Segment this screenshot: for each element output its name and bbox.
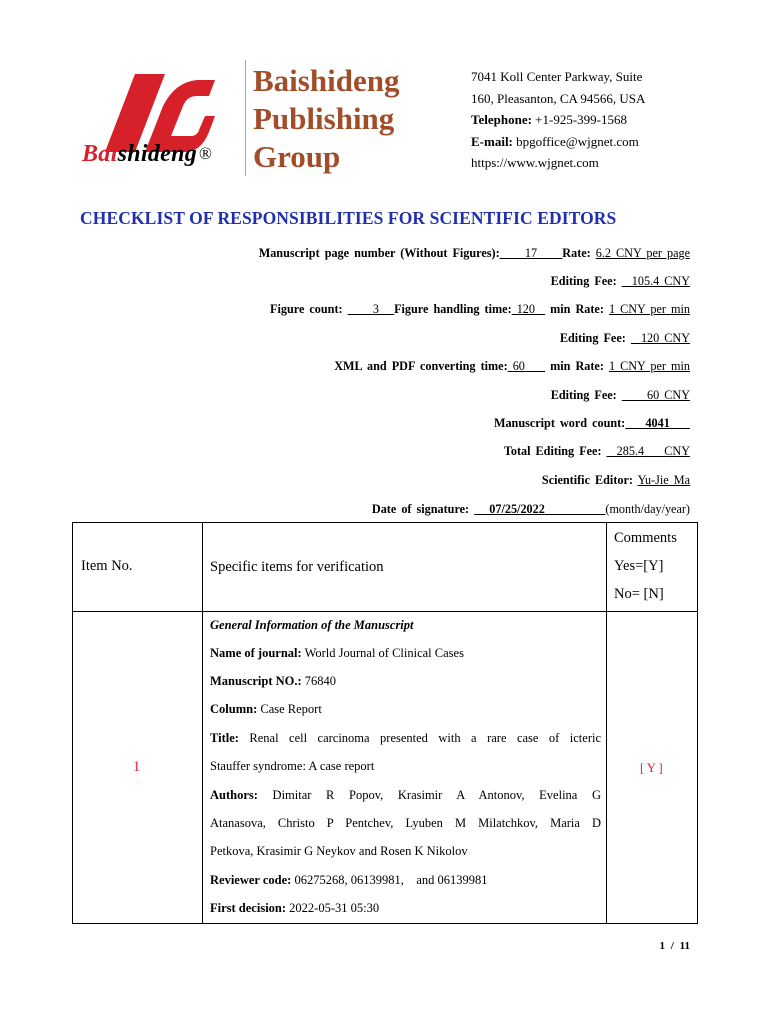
logo-wordmark: [82, 141, 212, 168]
telephone-value: +1-925-399-1568: [535, 112, 627, 128]
address-line-1: 7041 Koll Center Parkway, Suite: [471, 69, 643, 84]
brand-line-2: Publishing: [253, 101, 395, 136]
telephone: [471, 109, 645, 131]
table-divider: [73, 611, 697, 612]
telephone-label: Telephone:: [471, 112, 532, 128]
manuscript-no-row: Manuscript NO.: 76840: [210, 674, 337, 688]
authors-2: Atanasova, Christo P Pentchev, Lyuben M Milatchkov, Maria D: [210, 816, 601, 830]
document-title: CHECKLIST OF RESPONSIBILITIES FOR SCIENTIFIC EDITORS: [80, 208, 617, 228]
xml-time-value: 60: [512, 359, 525, 373]
title-row-1: Title: Renal cell carcinoma presented with a rare case of icteric: [210, 731, 602, 745]
journal-name: World Journal of Clinical Cases: [304, 646, 464, 660]
xml-fee-value: 60 CNY: [647, 388, 690, 402]
table-divider: [606, 523, 607, 923]
figure-count-value: 3: [372, 302, 379, 316]
registered-mark: ®: [199, 144, 213, 163]
figure-time-value: 120: [516, 302, 535, 316]
email-value[interactable]: bpgoffice@wjgnet.com: [516, 133, 639, 149]
manuscript-title-1: Renal cell carcinoma presented with a rare case of icteric: [249, 731, 602, 745]
section-heading: General Information of the Manuscript: [210, 618, 414, 632]
column-row: Column: Case Report: [210, 702, 322, 716]
reviewer-row: Reviewer code: 06275268, 06139981, and 06139981: [210, 873, 488, 887]
authors-3: Petkova, Krasimir G Neykov and Rosen K Nikolov: [210, 844, 468, 858]
date-format: (month/day/year): [605, 502, 690, 516]
logo-divider: [245, 60, 246, 176]
page-number-value: 17: [524, 246, 538, 260]
figure-line: Figure count: 3 Figure handling time: 120 min Rate: 1 CNY per min: [270, 302, 690, 316]
decision-row: First decision: 2022-05-31 05:30: [210, 901, 380, 915]
header-yes: Yes=[Y]: [614, 558, 664, 574]
header-comments: Comments: [614, 530, 677, 546]
word-count-line: Manuscript word count: 4041: [493, 416, 670, 430]
table-divider: [202, 523, 203, 923]
page-indicator: 1 / 11: [659, 940, 690, 952]
xml-rate-value: 1 CNY per min: [608, 359, 690, 373]
website-link[interactable]: https://www.wjgnet.com: [471, 155, 599, 171]
reviewer-codes: 06275268, 06139981, and 06139981: [294, 873, 488, 887]
checklist-table: [72, 522, 698, 924]
comment-yes: [ Y ]: [640, 761, 663, 775]
date-line: Date of signature: 07/25/2022 (month/day/year): [371, 502, 690, 516]
page-number-line: Manuscript page number (Without Figures): 17 Rate: 6.2 CNY per page: [258, 246, 690, 260]
first-decision: 2022-05-31 05:30: [289, 901, 380, 915]
header-no: No= [N]: [614, 586, 664, 602]
brand-line-1: Baishideng: [253, 63, 400, 98]
authors-row-1: Authors: Dimitar R Popov, Krasimir A Antonov, Evelina G: [210, 788, 601, 802]
total-fee-value: 285.4: [616, 444, 645, 458]
page-fee-value: 105.4 CNY: [631, 274, 690, 288]
figure-fee-value: 120 CNY: [640, 331, 690, 345]
page-total: 11: [679, 940, 690, 952]
email-label: E-mail:: [471, 133, 513, 149]
journal-row: Name of journal: World Journal of Clinical Cases: [210, 646, 464, 660]
brand-name: [253, 62, 399, 176]
editor-line: Scientific Editor: Yu-Jie Ma: [541, 473, 690, 487]
email: [471, 131, 645, 153]
page-fee-line: Editing Fee: 105.4 CNY: [550, 274, 690, 288]
editor-name: Yu-Jie Ma: [637, 473, 690, 487]
brand-line-3: Group: [253, 139, 341, 174]
contact-info: [471, 66, 645, 174]
page-rate-value: 6.2 CNY per page: [595, 246, 690, 260]
header-specific-items: Specific items for verification: [210, 559, 384, 575]
logo-word-part1: Bai: [82, 141, 118, 167]
manuscript-no: 76840: [304, 674, 337, 688]
header-item-no: Item No.: [81, 558, 133, 574]
figure-fee-line: Editing Fee: 120 CNY: [559, 331, 690, 345]
logo-word-part2: shideng: [117, 141, 198, 167]
column-value: Case Report: [260, 702, 322, 716]
address-line-2: 160, Pleasanton, CA 94566, USA: [471, 90, 646, 106]
manuscript-title-2: Stauffer syndrome: A case report: [210, 759, 375, 773]
authors-1: Dimitar R Popov, Krasimir A Antonov, Evelina G: [272, 788, 601, 802]
page-current: 1: [659, 940, 666, 952]
word-count-value: 4041: [645, 416, 670, 430]
date-value: 07/25/2022: [489, 502, 545, 516]
xml-fee-line: Editing Fee: 60 CNY: [550, 388, 690, 402]
row-number: 1: [133, 759, 141, 775]
total-fee-line: Total Editing Fee: 285.4 CNY: [503, 444, 690, 458]
figure-rate-value: 1 CNY per min: [608, 302, 690, 316]
xml-line: XML and PDF converting time: 60 min Rate: 1 CNY per min: [334, 359, 690, 373]
